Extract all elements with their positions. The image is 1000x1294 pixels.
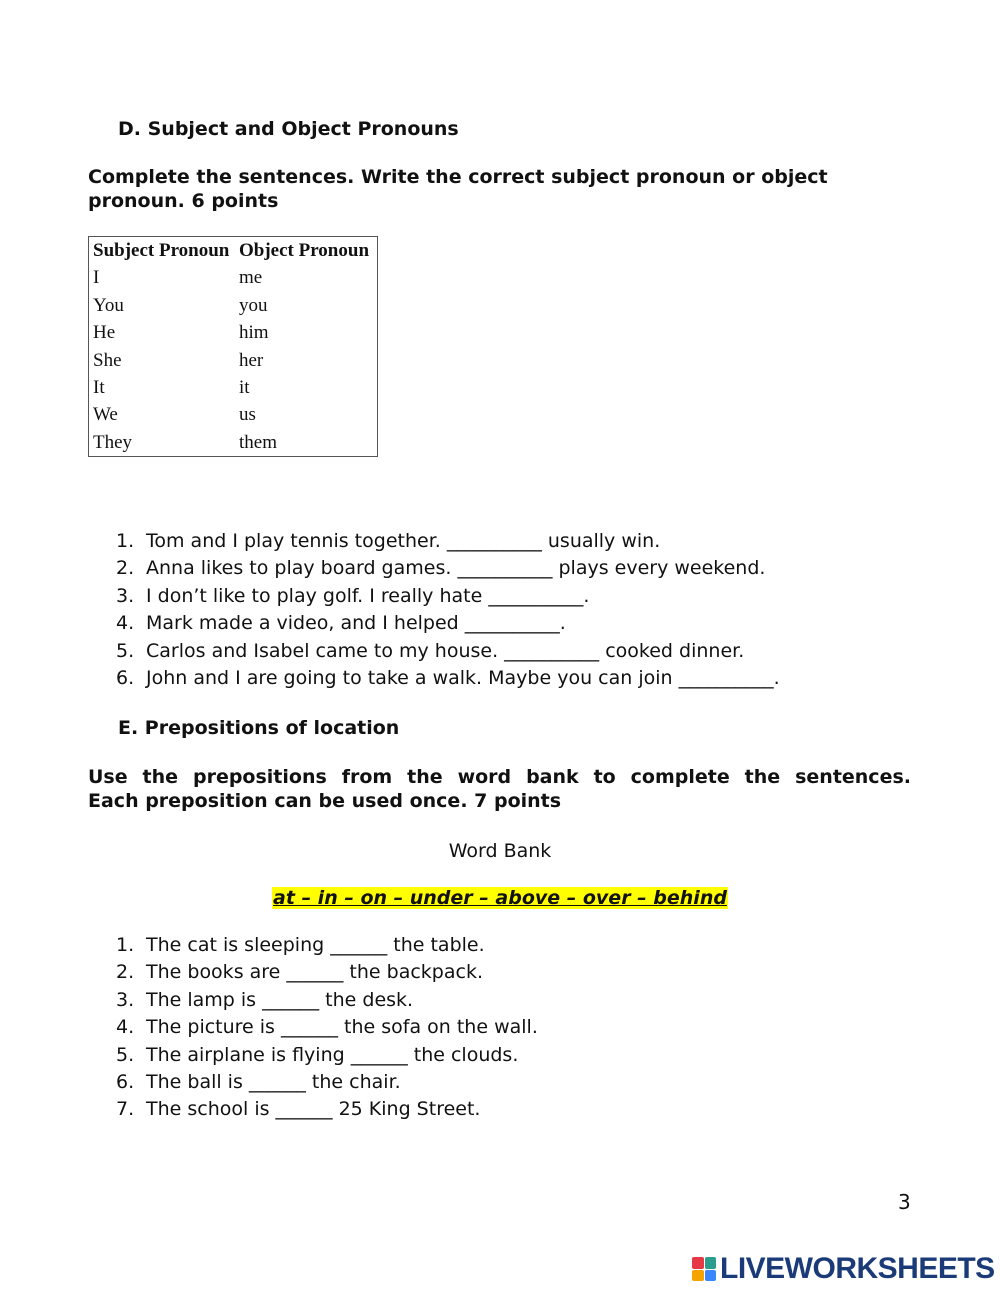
list-item	[0, 932, 538, 959]
table-cell-object: me	[239, 267, 263, 289]
question-text: Mark made a video, and I helped __________.	[146, 612, 566, 635]
logo-mark-icon	[692, 1257, 716, 1281]
list-item	[0, 610, 780, 637]
question-text: Tom and I play tennis together. __________ usually win.	[146, 530, 661, 552]
table-row	[89, 319, 378, 346]
question-text: Anna likes to play board games. __________ plays every weekend.	[146, 557, 766, 580]
word-bank-words: at – in – on – under – above – over – behind	[273, 887, 727, 909]
question-text: John and I are going to take a walk. Maybe you can join __________.	[146, 666, 780, 689]
question-number: 3.	[116, 988, 135, 1011]
list-item	[0, 528, 780, 555]
question-text: The lamp is ______ the desk.	[146, 988, 414, 1011]
table-cell-subject: It	[93, 377, 105, 399]
table-header-row	[89, 237, 378, 265]
section-e-heading: E. Prepositions of location	[118, 717, 400, 739]
table-cell-object: her	[239, 349, 264, 371]
table-row	[89, 264, 378, 291]
question-text: The books are ______ the backpack.	[146, 961, 483, 984]
list-item	[0, 1014, 538, 1041]
question-number: 6.	[116, 1070, 135, 1093]
pronoun-table	[88, 236, 378, 457]
table-cell-subject: I	[93, 267, 100, 289]
section-d-instruction: Complete the sentences. Write the correct subject pronoun or object pronoun. 6 points	[88, 166, 828, 212]
question-number: 2.	[116, 961, 135, 984]
table-row	[89, 401, 378, 428]
question-number: 1.	[116, 934, 135, 956]
table-row	[89, 374, 378, 401]
section-e-instruction-line2: Each preposition can be used once. 7 points	[88, 790, 562, 812]
question-text: The picture is ______ the sofa on the wall.	[146, 1016, 538, 1039]
question-number: 4.	[116, 612, 135, 635]
question-text: The cat is sleeping ______ the table.	[146, 934, 485, 956]
word-bank-title: Word Bank	[448, 840, 552, 862]
list-item	[0, 555, 780, 582]
list-item	[0, 987, 538, 1014]
question-number: 1.	[116, 530, 135, 552]
list-item	[0, 665, 780, 692]
logo-text: LIVEWORKSHEETS	[720, 1252, 995, 1285]
table-cell-object: us	[239, 404, 256, 426]
question-number: 5.	[116, 639, 135, 662]
page-number: 3	[898, 1190, 911, 1214]
list-item	[0, 583, 780, 610]
question-number: 4.	[116, 1016, 135, 1039]
logo-square	[692, 1257, 704, 1269]
question-text: I don’t like to play golf. I really hate __________.	[146, 584, 590, 607]
list-item	[0, 1096, 538, 1123]
question-text: The ball is ______ the chair.	[146, 1070, 401, 1093]
table-cell-object: you	[239, 294, 268, 316]
question-number: 3.	[116, 584, 135, 607]
table-cell-object: it	[239, 377, 250, 399]
logo-square	[692, 1270, 704, 1282]
table-cell-subject: They	[93, 431, 133, 453]
list-item	[0, 638, 780, 665]
section-e-questions	[0, 932, 538, 1124]
logo-square	[705, 1257, 717, 1269]
table-header-object: Object Pronoun	[239, 240, 370, 261]
question-text: The airplane is flying ______ the clouds.	[146, 1043, 519, 1066]
list-item	[0, 959, 538, 986]
question-text: The school is ______ 25 King Street.	[146, 1098, 481, 1121]
table-cell-subject: You	[93, 294, 124, 316]
section-d-questions	[0, 528, 780, 692]
table-header-subject: Subject Pronoun	[93, 240, 230, 261]
table-cell-object: them	[239, 431, 277, 453]
table-row	[89, 429, 378, 457]
table-row	[89, 292, 378, 319]
table-cell-subject: He	[93, 322, 116, 344]
table-cell-object: him	[239, 322, 269, 344]
logo-square	[705, 1270, 717, 1282]
table-cell-subject: We	[93, 404, 118, 426]
liveworksheets-logo	[692, 1252, 995, 1286]
list-item	[0, 1042, 538, 1069]
word-bank	[0, 887, 1000, 909]
question-text: Carlos and Isabel came to my house. __________ cooked dinner.	[146, 639, 745, 662]
question-number: 6.	[116, 666, 135, 689]
table-cell-subject: She	[93, 349, 122, 371]
question-number: 7.	[116, 1098, 135, 1121]
section-d-heading: D. Subject and Object Pronouns	[118, 118, 459, 140]
table-row	[89, 347, 378, 374]
list-item	[0, 1069, 538, 1096]
section-e-instruction-line1: Use the prepositions from the word bank to complete the sentences.	[88, 766, 911, 788]
question-number: 5.	[116, 1043, 135, 1066]
question-number: 2.	[116, 557, 135, 580]
